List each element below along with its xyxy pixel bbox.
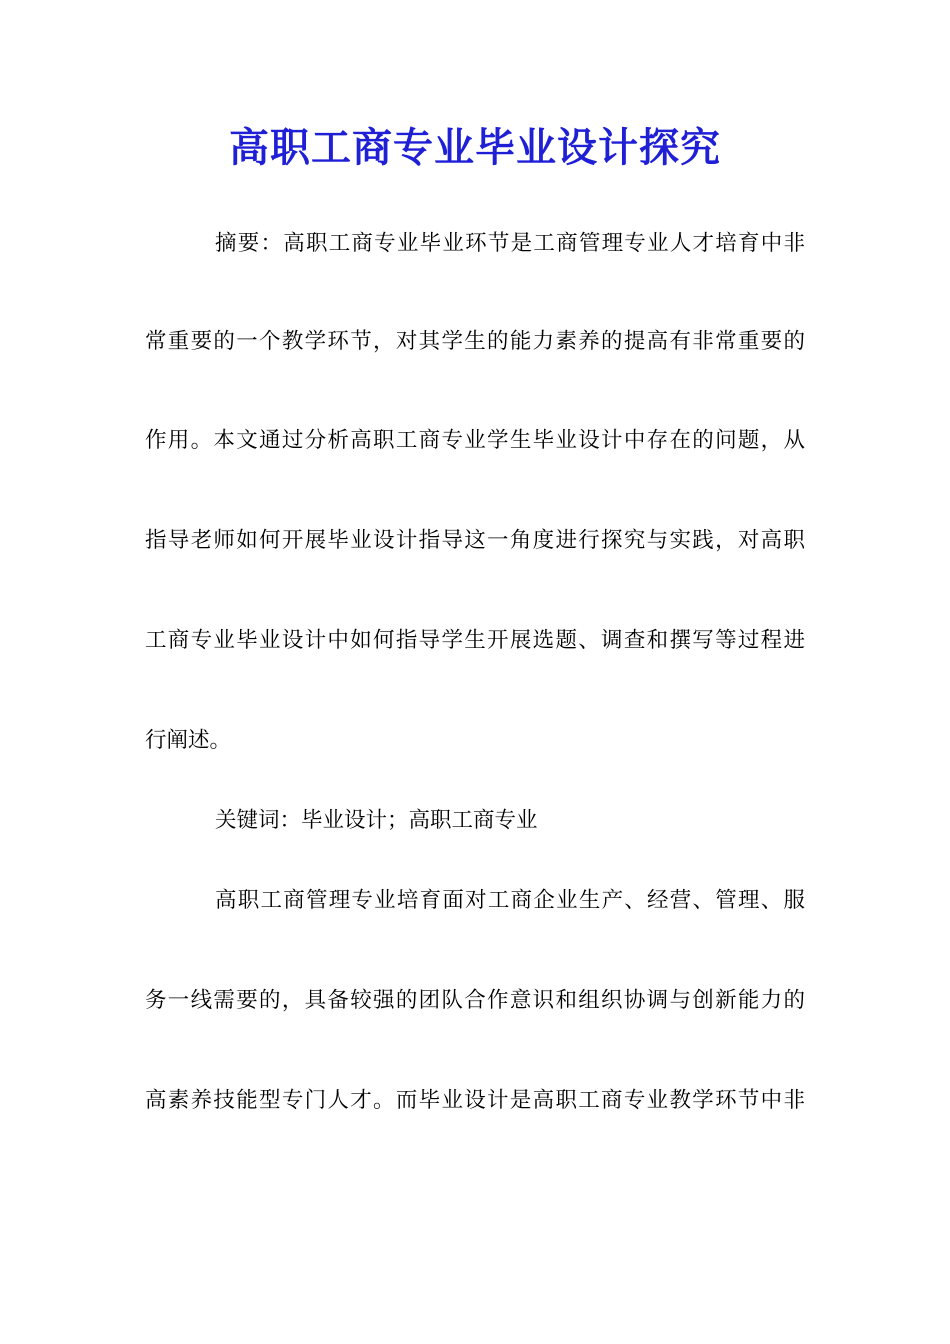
abstract-line-2: 常重要的一个教学环节，对其学生的能力素养的提高有非常重要的 — [145, 329, 805, 354]
body-line-2: 务一线需要的，具备较强的团队合作意识和组织协调与创新能力的 — [145, 988, 805, 1013]
document-title: 高职工商专业毕业设计探究 — [229, 124, 721, 171]
keywords-line: 关键词：毕业设计；高职工商专业 — [215, 808, 538, 833]
abstract-line-3: 作用。本文通过分析高职工商专业学生毕业设计中存在的问题，从 — [145, 428, 805, 453]
body-line-1: 高职工商管理专业培育面对工商企业生产、经营、管理、服 — [215, 888, 805, 913]
abstract-line-4: 指导老师如何开展毕业设计指导这一角度进行探究与实践，对高职 — [145, 528, 805, 553]
abstract-line-5: 工商专业毕业设计中如何指导学生开展选题、调查和撰写等过程进 — [145, 628, 805, 653]
abstract-line-1: 摘要：高职工商专业毕业环节是工商管理专业人才培育中非 — [215, 231, 805, 256]
abstract-line-6: 行阐述。 — [145, 728, 232, 753]
body-line-3: 高素养技能型专门人才。而毕业设计是高职工商专业教学环节中非 — [145, 1088, 805, 1113]
